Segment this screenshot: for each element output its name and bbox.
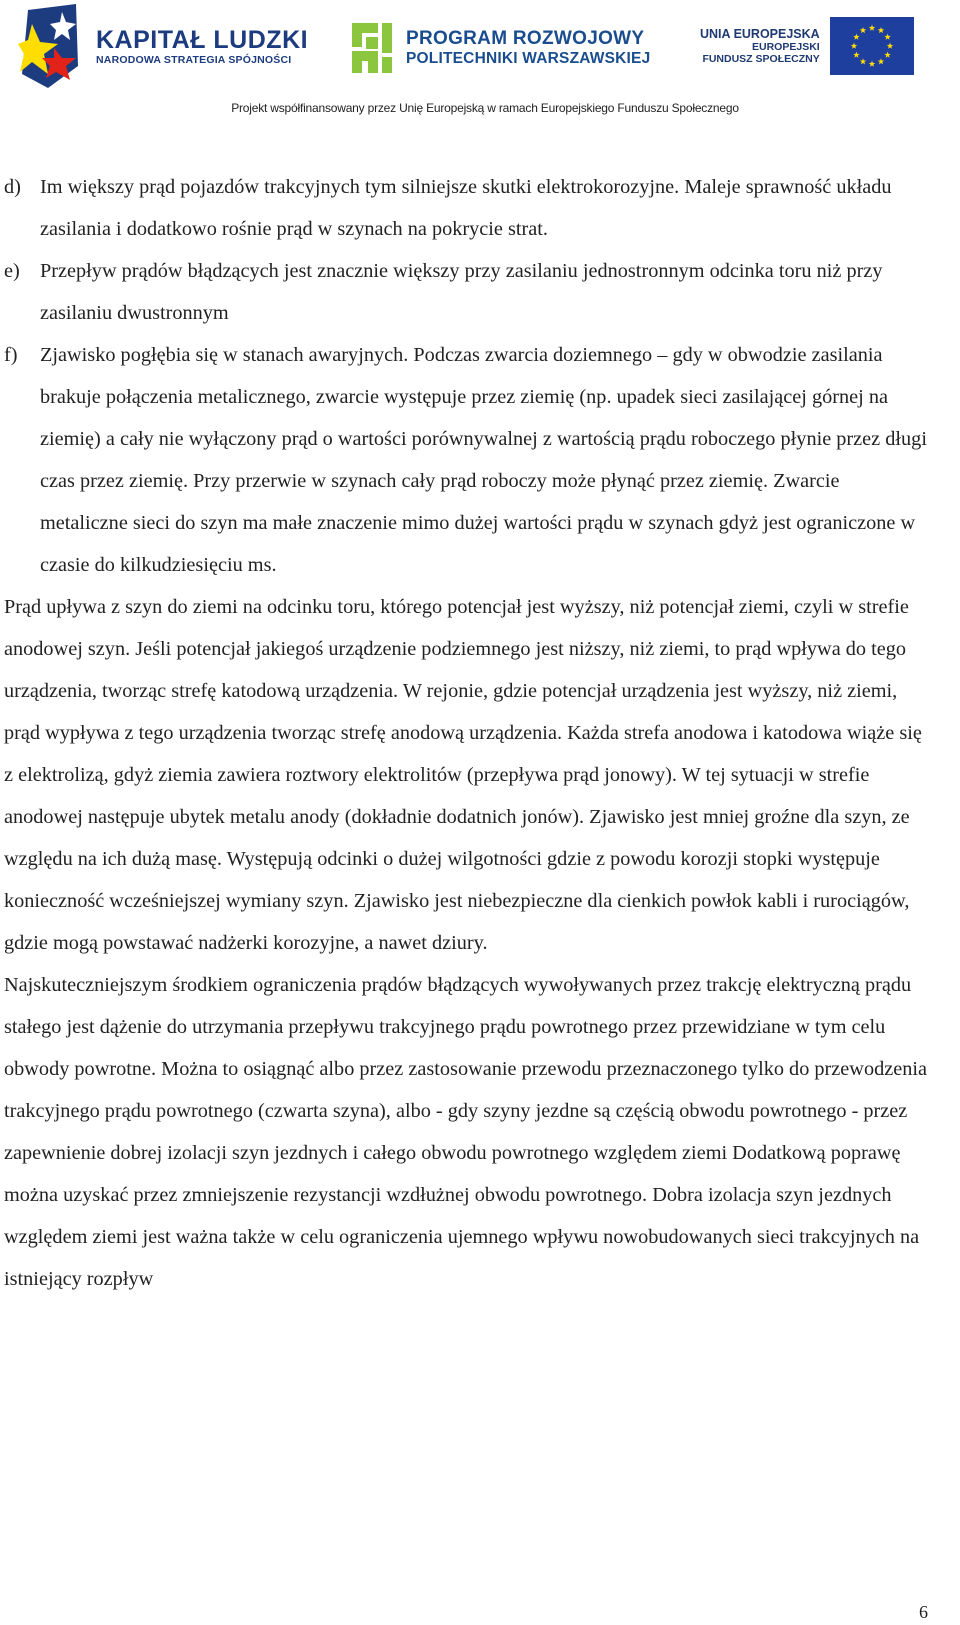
eu-flag-icon	[830, 17, 914, 75]
program-rozwojowy-text	[406, 28, 650, 68]
kapital-ludzki-emblem-icon	[18, 4, 84, 90]
page-number: 6	[919, 1602, 928, 1622]
list-item-marker: f)	[4, 344, 18, 366]
list-item-marker: e)	[4, 260, 20, 282]
kapital-ludzki-subtitle: NARODOWA STRATEGIA SPÓJNOŚCI	[96, 54, 292, 66]
list-item	[4, 334, 932, 586]
program-rozwojowy-title: PROGRAM ROZWOJOWY	[406, 28, 645, 49]
list-item	[4, 166, 932, 250]
list-item	[4, 250, 932, 334]
unia-europejska-title: UNIA EUROPEJSKA	[700, 27, 820, 41]
kapital-ludzki-logo	[18, 2, 308, 92]
kapital-ludzki-text	[96, 27, 308, 67]
list-item-text: Zjawisko pogłębia się w stanach awaryjnych. Podczas zwarcia doziemnego – gdy w obwodzie zasilania brakuje połączenia metalicznego, zwarcie występuje przez ziemię (np. upadek sieci zasilającej górnej na ziemię) a cały nie wyłączony prąd o wartości porównywalnej z wartością prądu roboczego płynie przez długi czas przez ziemię. Przy przerwie w szynach cały prąd roboczy może płynąć przez ziemię. Zwarcie metaliczne sieci do szyn ma małe znaczenie mimo dużej wartości prądu w szynach gdyż jest ograniczone w czasie do kilkudziesięciu ms.	[40, 344, 927, 576]
program-rozwojowy-logo	[348, 18, 650, 78]
list-item-text: Przepływ prądów błądzących jest znacznie większy przy zasilaniu jednostronnym odcinka toru niż przy zasilaniu dwustronnym	[40, 260, 883, 324]
unia-europejska-logo	[700, 16, 914, 76]
kapital-ludzki-title: KAPITAŁ LUDZKI	[96, 26, 309, 54]
list-item-text: Im większy prąd pojazdów trakcyjnych tym silniejsze skutki elektrokorozyjne. Maleje sprawność układu zasilania i dodatkowo rośnie prąd w szynach na pokrycie strat.	[40, 176, 892, 240]
paragraph: Najskuteczniejszym środkiem ograniczenia prądów błądzących wywoływanych przez trakcję elektryczną prądu stałego jest dążenie do utrzymania przepływu trakcyjnego prądu powrotnego przez przewidziane w tym celu obwody powrotne. Można to osiągnąć albo przez zastosowanie przewodu przeznaczonego tylko do przewodzenia trakcyjnego prądu powrotnego (czwarta szyna), albo - gdy szyny jezdne są częścią obwodu powrotnego - przez zapewnienie dobrej izolacji szyn jezdnych i całego obwodu powrotnego względem ziemi Dodatkową poprawę można uzyskać przez zmniejszenie rezystancji wzdłużnej obwodu powrotnego. Dobra izolacja szyn jezdnych względem ziemi jest ważna także w celu ograniczenia ujemnego wpływu nowobudowanych sieci trakcyjnych na istniejący rozpływ	[4, 974, 928, 1290]
program-rozwojowy-emblem-icon	[348, 19, 396, 77]
unia-europejska-text	[700, 27, 820, 65]
document-body	[4, 166, 932, 1300]
list-item-marker: d)	[4, 176, 21, 198]
unia-europejska-line2: FUNDUSZ SPOŁECZNY	[702, 53, 820, 65]
program-rozwojowy-subtitle: POLITECHNIKI WARSZAWSKIEJ	[406, 50, 651, 67]
cofinance-note: Projekt współfinansowany przez Unię Europejską w ramach Europejskiego Funduszu Społecznego	[231, 101, 739, 115]
page-header	[0, 0, 960, 130]
unia-europejska-line1: EUROPEJSKI	[752, 41, 820, 53]
paragraph: Prąd upływa z szyn do ziemi na odcinku toru, którego potencjał jest wyższy, niż potencjał ziemi, czyli w strefie anodowej szyn. Jeśli potencjał jakiegoś urządzenie podziemnego jest niższy, niż ziemi, to prąd wpływa do tego urządzenia, tworząc strefę katodową urządzenia. W rejonie, gdzie potencjał urządzenia jest wyższy, niż ziemi, prąd wypływa z tego urządzenia tworząc strefę anodową urządzenia. Każda strefa anodowa i katodowa wiąże się z elektrolizą, gdyż ziemia zawiera roztwory elektrolitów (przepływa prąd jonowy). W tej sytuacji w strefie anodowej następuje ubytek metalu anody (dokładnie dodatnich jonów). Zjawisko jest mniej groźne dla szyn, ze względu na ich dużą masę. Występują odcinki o dużej wilgotności gdzie z powodu korozji stopki występuje konieczność wcześniejszej wymiany szyn. Zjawisko jest niebezpieczne dla cienkich powłok kabli i rurociągów, gdzie mogą powstawać nadżerki korozyjne, a nawet dziury.	[4, 596, 922, 954]
